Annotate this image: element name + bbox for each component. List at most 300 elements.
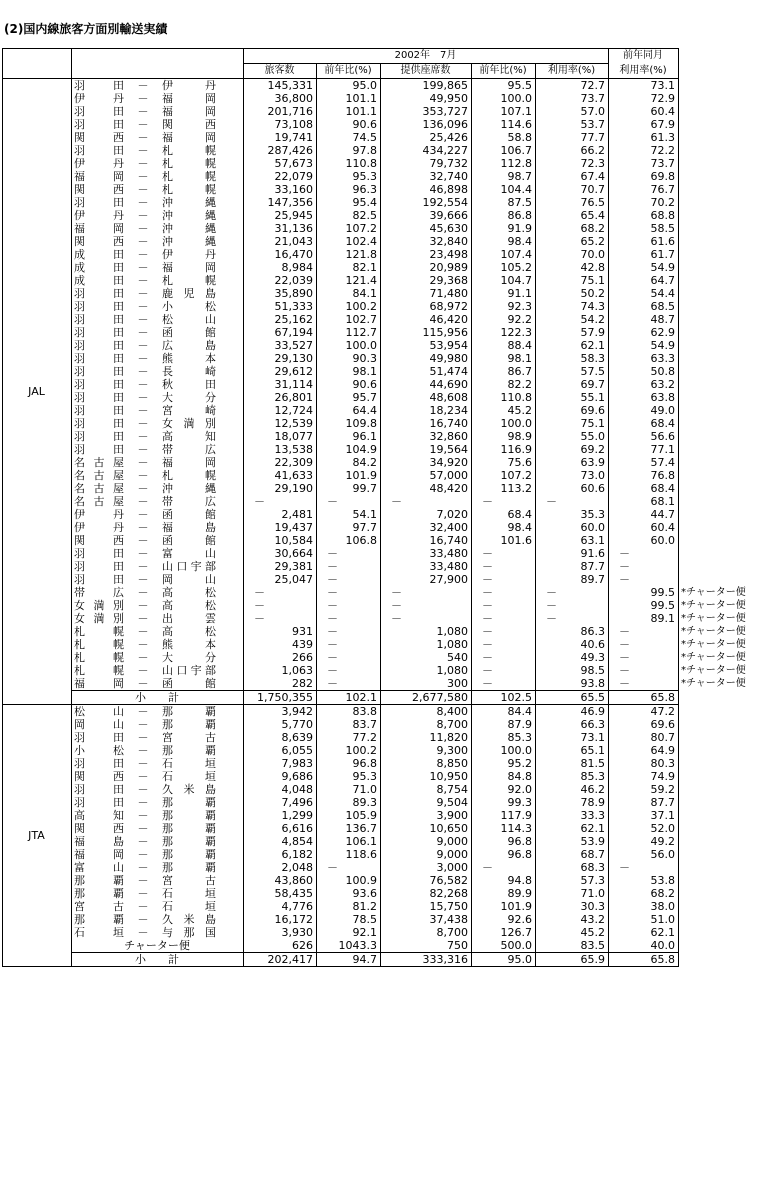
value-cell: 63.1 <box>536 534 609 547</box>
destination-airport: 函館 <box>162 326 216 339</box>
origin-airport: 羽田 <box>74 118 124 131</box>
destination-airport: 石垣 <box>162 887 216 900</box>
destination-airport: 沖縄 <box>162 482 216 495</box>
route-separator: － <box>137 118 149 131</box>
value-cell: 7,020 <box>381 508 472 521</box>
value-cell: 122.3 <box>472 326 536 339</box>
header-route <box>72 49 244 64</box>
value-cell: 46,420 <box>381 313 472 326</box>
value-cell: 86.8 <box>472 209 536 222</box>
route-cell <box>72 248 244 261</box>
carrier-name: JTA <box>3 705 72 967</box>
table-row <box>3 612 747 625</box>
table-row <box>3 248 747 261</box>
table-row <box>3 339 747 352</box>
table-row <box>3 586 747 599</box>
destination-airport: 福島 <box>162 521 216 534</box>
route-separator: － <box>137 625 149 638</box>
value-cell: 74.3 <box>536 300 609 313</box>
destination-airport: 那覇 <box>162 835 216 848</box>
value-cell: 53.9 <box>536 835 609 848</box>
route <box>74 79 240 92</box>
value-cell: － <box>381 599 472 612</box>
header-route-blank <box>72 64 244 79</box>
destination-airport: 熊本 <box>162 352 216 365</box>
origin-airport: 関西 <box>74 534 124 547</box>
value-cell: 46.2 <box>536 783 609 796</box>
value-cell: 85.3 <box>472 731 536 744</box>
value-cell: 45.2 <box>536 926 609 939</box>
route-separator: － <box>137 443 149 456</box>
value-cell: 60.4 <box>609 105 679 118</box>
origin-airport: 羽田 <box>74 79 124 92</box>
value-cell: 83.8 <box>317 705 381 719</box>
destination-airport: 札幌 <box>162 274 216 287</box>
value-cell: 56.6 <box>609 430 679 443</box>
header-period: 2002年 7月 <box>244 49 609 64</box>
destination-airport: 福岡 <box>162 92 216 105</box>
route <box>74 926 240 939</box>
value-cell: 83.7 <box>317 718 381 731</box>
table-row <box>3 718 747 731</box>
origin-airport: 羽田 <box>74 365 124 378</box>
value-cell: 22,039 <box>244 274 317 287</box>
value-cell: 46.9 <box>536 705 609 719</box>
route-separator: － <box>137 235 149 248</box>
value-cell: － <box>472 547 536 560</box>
value-cell: 113.2 <box>472 482 536 495</box>
value-cell: 106.8 <box>317 534 381 547</box>
value-cell: 42.8 <box>536 261 609 274</box>
value-cell: 84.1 <box>317 287 381 300</box>
origin-airport: 福岡 <box>74 677 124 690</box>
destination-airport: 石垣 <box>162 900 216 913</box>
route-cell <box>72 92 244 105</box>
origin-airport: 伊丹 <box>74 521 124 534</box>
route-separator: － <box>137 770 149 783</box>
route-cell <box>72 677 244 691</box>
value-cell: 1,080 <box>381 638 472 651</box>
value-cell: 57.3 <box>536 874 609 887</box>
destination-airport: 宮古 <box>162 874 216 887</box>
value-cell: 41,633 <box>244 469 317 482</box>
value-cell: 68.4 <box>609 482 679 495</box>
value-cell: 29,190 <box>244 482 317 495</box>
route <box>74 796 240 809</box>
route <box>74 586 240 599</box>
value-cell: 107.2 <box>317 222 381 235</box>
route-cell <box>72 757 244 770</box>
destination-airport: 宮古 <box>162 731 216 744</box>
route-separator: － <box>137 705 149 718</box>
route-separator: － <box>137 92 149 105</box>
value-cell: 1,063 <box>244 664 317 677</box>
origin-airport: 成田 <box>74 274 124 287</box>
value-cell: － <box>472 638 536 651</box>
value-cell: 1,080 <box>381 664 472 677</box>
subtotal-value: 65.5 <box>536 691 609 705</box>
value-cell: 66.3 <box>536 718 609 731</box>
destination-airport: 那覇 <box>162 861 216 874</box>
route-separator: － <box>137 534 149 547</box>
route-separator: － <box>137 287 149 300</box>
value-cell: 76.8 <box>609 469 679 482</box>
value-cell: 282 <box>244 677 317 691</box>
value-cell: 107.2 <box>472 469 536 482</box>
value-cell: 114.6 <box>472 118 536 131</box>
table-row <box>3 705 747 719</box>
route-cell <box>72 79 244 93</box>
route-separator: － <box>137 731 149 744</box>
table-row <box>3 599 747 612</box>
table-row <box>3 235 747 248</box>
transport-table <box>2 48 747 967</box>
destination-airport: 大分 <box>162 391 216 404</box>
value-cell: 4,048 <box>244 783 317 796</box>
route-separator: － <box>137 913 149 926</box>
route-separator: － <box>137 378 149 391</box>
table-row <box>3 573 747 586</box>
value-cell: 95.7 <box>317 391 381 404</box>
value-cell: 22,079 <box>244 170 317 183</box>
origin-airport: 羽田 <box>74 352 124 365</box>
route-cell <box>72 796 244 809</box>
value-cell: 45,630 <box>381 222 472 235</box>
route-cell <box>72 848 244 861</box>
route-cell <box>72 417 244 430</box>
value-cell: 100.0 <box>317 339 381 352</box>
carrier-name: JAL <box>3 79 72 705</box>
value-cell: 29,368 <box>381 274 472 287</box>
table-row <box>3 417 747 430</box>
value-cell: 62.1 <box>536 339 609 352</box>
route-cell <box>72 274 244 287</box>
route-cell <box>72 926 244 939</box>
value-cell: 84.8 <box>472 770 536 783</box>
destination-airport: 小松 <box>162 300 216 313</box>
destination-airport: 沖縄 <box>162 196 216 209</box>
header-load-factor: 利用率(%) <box>536 64 609 79</box>
value-cell: 63.9 <box>536 456 609 469</box>
value-cell: 81.2 <box>317 900 381 913</box>
destination-airport: 女満別 <box>162 417 216 430</box>
route-cell <box>72 560 244 573</box>
value-cell: 117.9 <box>472 809 536 822</box>
route-cell <box>72 547 244 560</box>
subtotal-value: 94.7 <box>317 953 381 967</box>
destination-airport: 熊本 <box>162 638 216 651</box>
value-cell: 75.1 <box>536 417 609 430</box>
value-cell: 95.3 <box>317 770 381 783</box>
route-cell <box>72 783 244 796</box>
value-cell: － <box>472 651 536 664</box>
value-cell: 99.5 <box>609 599 679 612</box>
value-cell: 104.4 <box>472 183 536 196</box>
destination-airport: 札幌 <box>162 183 216 196</box>
route <box>74 469 240 482</box>
value-cell: 33,480 <box>381 560 472 573</box>
route-cell <box>72 209 244 222</box>
destination-airport: 高松 <box>162 599 216 612</box>
value-cell: 29,612 <box>244 365 317 378</box>
value-cell: 84.4 <box>472 705 536 719</box>
value-cell: － <box>472 599 536 612</box>
table-row <box>3 508 747 521</box>
value-cell: － <box>472 625 536 638</box>
value-cell: 9,300 <box>381 744 472 757</box>
value-cell: 55.0 <box>536 430 609 443</box>
value-cell: 58,435 <box>244 887 317 900</box>
destination-airport: 高知 <box>162 430 216 443</box>
value-cell: 79,732 <box>381 157 472 170</box>
value-cell: 30,664 <box>244 547 317 560</box>
route-cell <box>72 482 244 495</box>
value-cell: 27,900 <box>381 573 472 586</box>
value-cell: 68.3 <box>536 861 609 874</box>
destination-airport: 那覇 <box>162 848 216 861</box>
value-cell: 199,865 <box>381 79 472 93</box>
table-row <box>3 939 747 953</box>
destination-airport: 札幌 <box>162 157 216 170</box>
route <box>74 900 240 913</box>
route-cell <box>72 887 244 900</box>
destination-airport: 与那国 <box>162 926 216 939</box>
value-cell: － <box>472 861 536 874</box>
route <box>74 887 240 900</box>
value-cell: 9,686 <box>244 770 317 783</box>
route-cell <box>72 170 244 183</box>
route <box>74 326 240 339</box>
value-cell: 98.5 <box>536 664 609 677</box>
table-row <box>3 638 747 651</box>
route <box>74 677 240 690</box>
route <box>74 573 240 586</box>
table-row <box>3 822 747 835</box>
header-passengers: 旅客数 <box>244 64 317 79</box>
table-row <box>3 770 747 783</box>
value-cell: 48,420 <box>381 482 472 495</box>
route-separator: － <box>137 261 149 274</box>
route-cell <box>72 157 244 170</box>
origin-airport: 羽田 <box>74 339 124 352</box>
value-cell: 10,950 <box>381 770 472 783</box>
route <box>74 835 240 848</box>
value-cell: 100.2 <box>317 744 381 757</box>
destination-airport: 沖縄 <box>162 222 216 235</box>
route-cell <box>72 131 244 144</box>
value-cell: 57.4 <box>609 456 679 469</box>
value-cell: 100.0 <box>472 92 536 105</box>
value-cell: 56.0 <box>609 848 679 861</box>
route-cell <box>72 235 244 248</box>
value-cell: 73,108 <box>244 118 317 131</box>
value-cell: 29,130 <box>244 352 317 365</box>
route-cell <box>72 664 244 677</box>
page-title: (2)国内線旅客方面別輸送実績 <box>4 22 168 36</box>
value-cell: 98.4 <box>472 235 536 248</box>
value-cell: 53,954 <box>381 339 472 352</box>
value-cell: 11,820 <box>381 731 472 744</box>
value-cell: 6,616 <box>244 822 317 835</box>
route-cell <box>72 430 244 443</box>
table-row <box>3 887 747 900</box>
value-cell: 10,584 <box>244 534 317 547</box>
value-cell: 13,538 <box>244 443 317 456</box>
destination-airport: 石垣 <box>162 770 216 783</box>
route-separator: － <box>137 469 149 482</box>
destination-airport: 秋田 <box>162 378 216 391</box>
route-separator: － <box>137 835 149 848</box>
value-cell: 73.7 <box>609 157 679 170</box>
table-row <box>3 79 747 93</box>
table-row <box>3 222 747 235</box>
value-cell: 8,850 <box>381 757 472 770</box>
value-cell: － <box>609 861 679 874</box>
origin-airport: 羽田 <box>74 417 124 430</box>
value-cell: 3,000 <box>381 861 472 874</box>
value-cell: 100.2 <box>317 300 381 313</box>
destination-airport: 函館 <box>162 534 216 547</box>
value-cell: 89.1 <box>609 612 679 625</box>
route <box>74 809 240 822</box>
route <box>74 599 240 612</box>
origin-airport: 福島 <box>74 835 124 848</box>
value-cell: － <box>609 560 679 573</box>
transport-table-wrapper <box>2 48 747 967</box>
value-cell: 68.2 <box>536 222 609 235</box>
value-cell: 40.0 <box>609 939 679 953</box>
value-cell: 26,801 <box>244 391 317 404</box>
route-cell <box>72 521 244 534</box>
value-cell: 35,890 <box>244 287 317 300</box>
value-cell: 81.5 <box>536 757 609 770</box>
value-cell: 48,608 <box>381 391 472 404</box>
table-row <box>3 664 747 677</box>
value-cell: 25,047 <box>244 573 317 586</box>
destination-airport: 広島 <box>162 339 216 352</box>
origin-airport: 羽田 <box>74 287 124 300</box>
destination-airport: 帯広 <box>162 495 216 508</box>
value-cell: － <box>609 547 679 560</box>
value-cell: 74.9 <box>609 770 679 783</box>
value-cell: 101.9 <box>317 469 381 482</box>
route-separator: － <box>137 430 149 443</box>
value-cell: 101.1 <box>317 105 381 118</box>
origin-airport: 関西 <box>74 235 124 248</box>
value-cell: － <box>472 586 536 599</box>
value-cell: 44,690 <box>381 378 472 391</box>
route-separator: － <box>137 560 149 573</box>
destination-airport: 福岡 <box>162 105 216 118</box>
value-cell: 63.8 <box>609 391 679 404</box>
destination-airport: 帯広 <box>162 443 216 456</box>
subtotal-value: 95.0 <box>472 953 536 967</box>
value-cell: － <box>317 573 381 586</box>
value-cell: 96.8 <box>472 848 536 861</box>
value-cell: 1,080 <box>381 625 472 638</box>
route <box>74 196 240 209</box>
route <box>74 417 240 430</box>
route-separator: － <box>137 887 149 900</box>
origin-airport: 羽田 <box>74 547 124 560</box>
charter-note: *チャーター便 <box>681 652 746 663</box>
destination-airport: 沖縄 <box>162 209 216 222</box>
route-cell <box>72 404 244 417</box>
value-cell: － <box>317 861 381 874</box>
route-separator: － <box>137 339 149 352</box>
route-separator: － <box>137 612 149 625</box>
table-row <box>3 430 747 443</box>
value-cell: － <box>244 599 317 612</box>
value-cell: 300 <box>381 677 472 691</box>
table-row <box>3 261 747 274</box>
origin-airport: 羽田 <box>74 326 124 339</box>
value-cell: 9,000 <box>381 835 472 848</box>
value-cell: 98.1 <box>472 352 536 365</box>
value-cell: 90.6 <box>317 378 381 391</box>
table-row <box>3 560 747 573</box>
value-cell: 147,356 <box>244 196 317 209</box>
value-cell: 65.2 <box>536 235 609 248</box>
route-separator: － <box>137 300 149 313</box>
value-cell: － <box>609 573 679 586</box>
value-cell: 540 <box>381 651 472 664</box>
value-cell: 68.4 <box>609 417 679 430</box>
value-cell: 73.0 <box>536 469 609 482</box>
origin-airport: 羽田 <box>74 757 124 770</box>
value-cell: 68.8 <box>609 209 679 222</box>
header-carrier <box>3 49 72 64</box>
route-cell <box>72 196 244 209</box>
route-separator: － <box>137 157 149 170</box>
destination-airport: 鹿児島 <box>162 287 216 300</box>
destination-airport: 松山 <box>162 313 216 326</box>
origin-airport: 石垣 <box>74 926 124 939</box>
value-cell: 71.0 <box>317 783 381 796</box>
table-row <box>3 131 747 144</box>
origin-airport: 女満別 <box>74 612 124 625</box>
value-cell: 68.7 <box>536 848 609 861</box>
value-cell: 67,194 <box>244 326 317 339</box>
origin-airport: 羽田 <box>74 378 124 391</box>
route-separator: － <box>137 222 149 235</box>
value-cell: 102.4 <box>317 235 381 248</box>
value-cell: 70.0 <box>536 248 609 261</box>
table-row <box>3 482 747 495</box>
route-separator: － <box>137 599 149 612</box>
value-cell: － <box>317 586 381 599</box>
value-cell: 43.2 <box>536 913 609 926</box>
origin-airport: 羽田 <box>74 796 124 809</box>
origin-airport: 羽田 <box>74 105 124 118</box>
value-cell: 61.3 <box>609 131 679 144</box>
value-cell: 67.4 <box>536 170 609 183</box>
value-cell: 57.9 <box>536 326 609 339</box>
value-cell: 95.2 <box>472 757 536 770</box>
value-cell: 58.5 <box>609 222 679 235</box>
table-row <box>3 105 747 118</box>
value-cell: 60.4 <box>609 521 679 534</box>
value-cell: 82.1 <box>317 261 381 274</box>
value-cell: － <box>609 638 679 651</box>
route-separator: － <box>137 796 149 809</box>
table-row <box>3 118 747 131</box>
origin-airport: 福岡 <box>74 170 124 183</box>
value-cell: 2,048 <box>244 861 317 874</box>
value-cell: 68,972 <box>381 300 472 313</box>
destination-airport: 伊丹 <box>162 248 216 261</box>
origin-airport: 羽田 <box>74 783 124 796</box>
